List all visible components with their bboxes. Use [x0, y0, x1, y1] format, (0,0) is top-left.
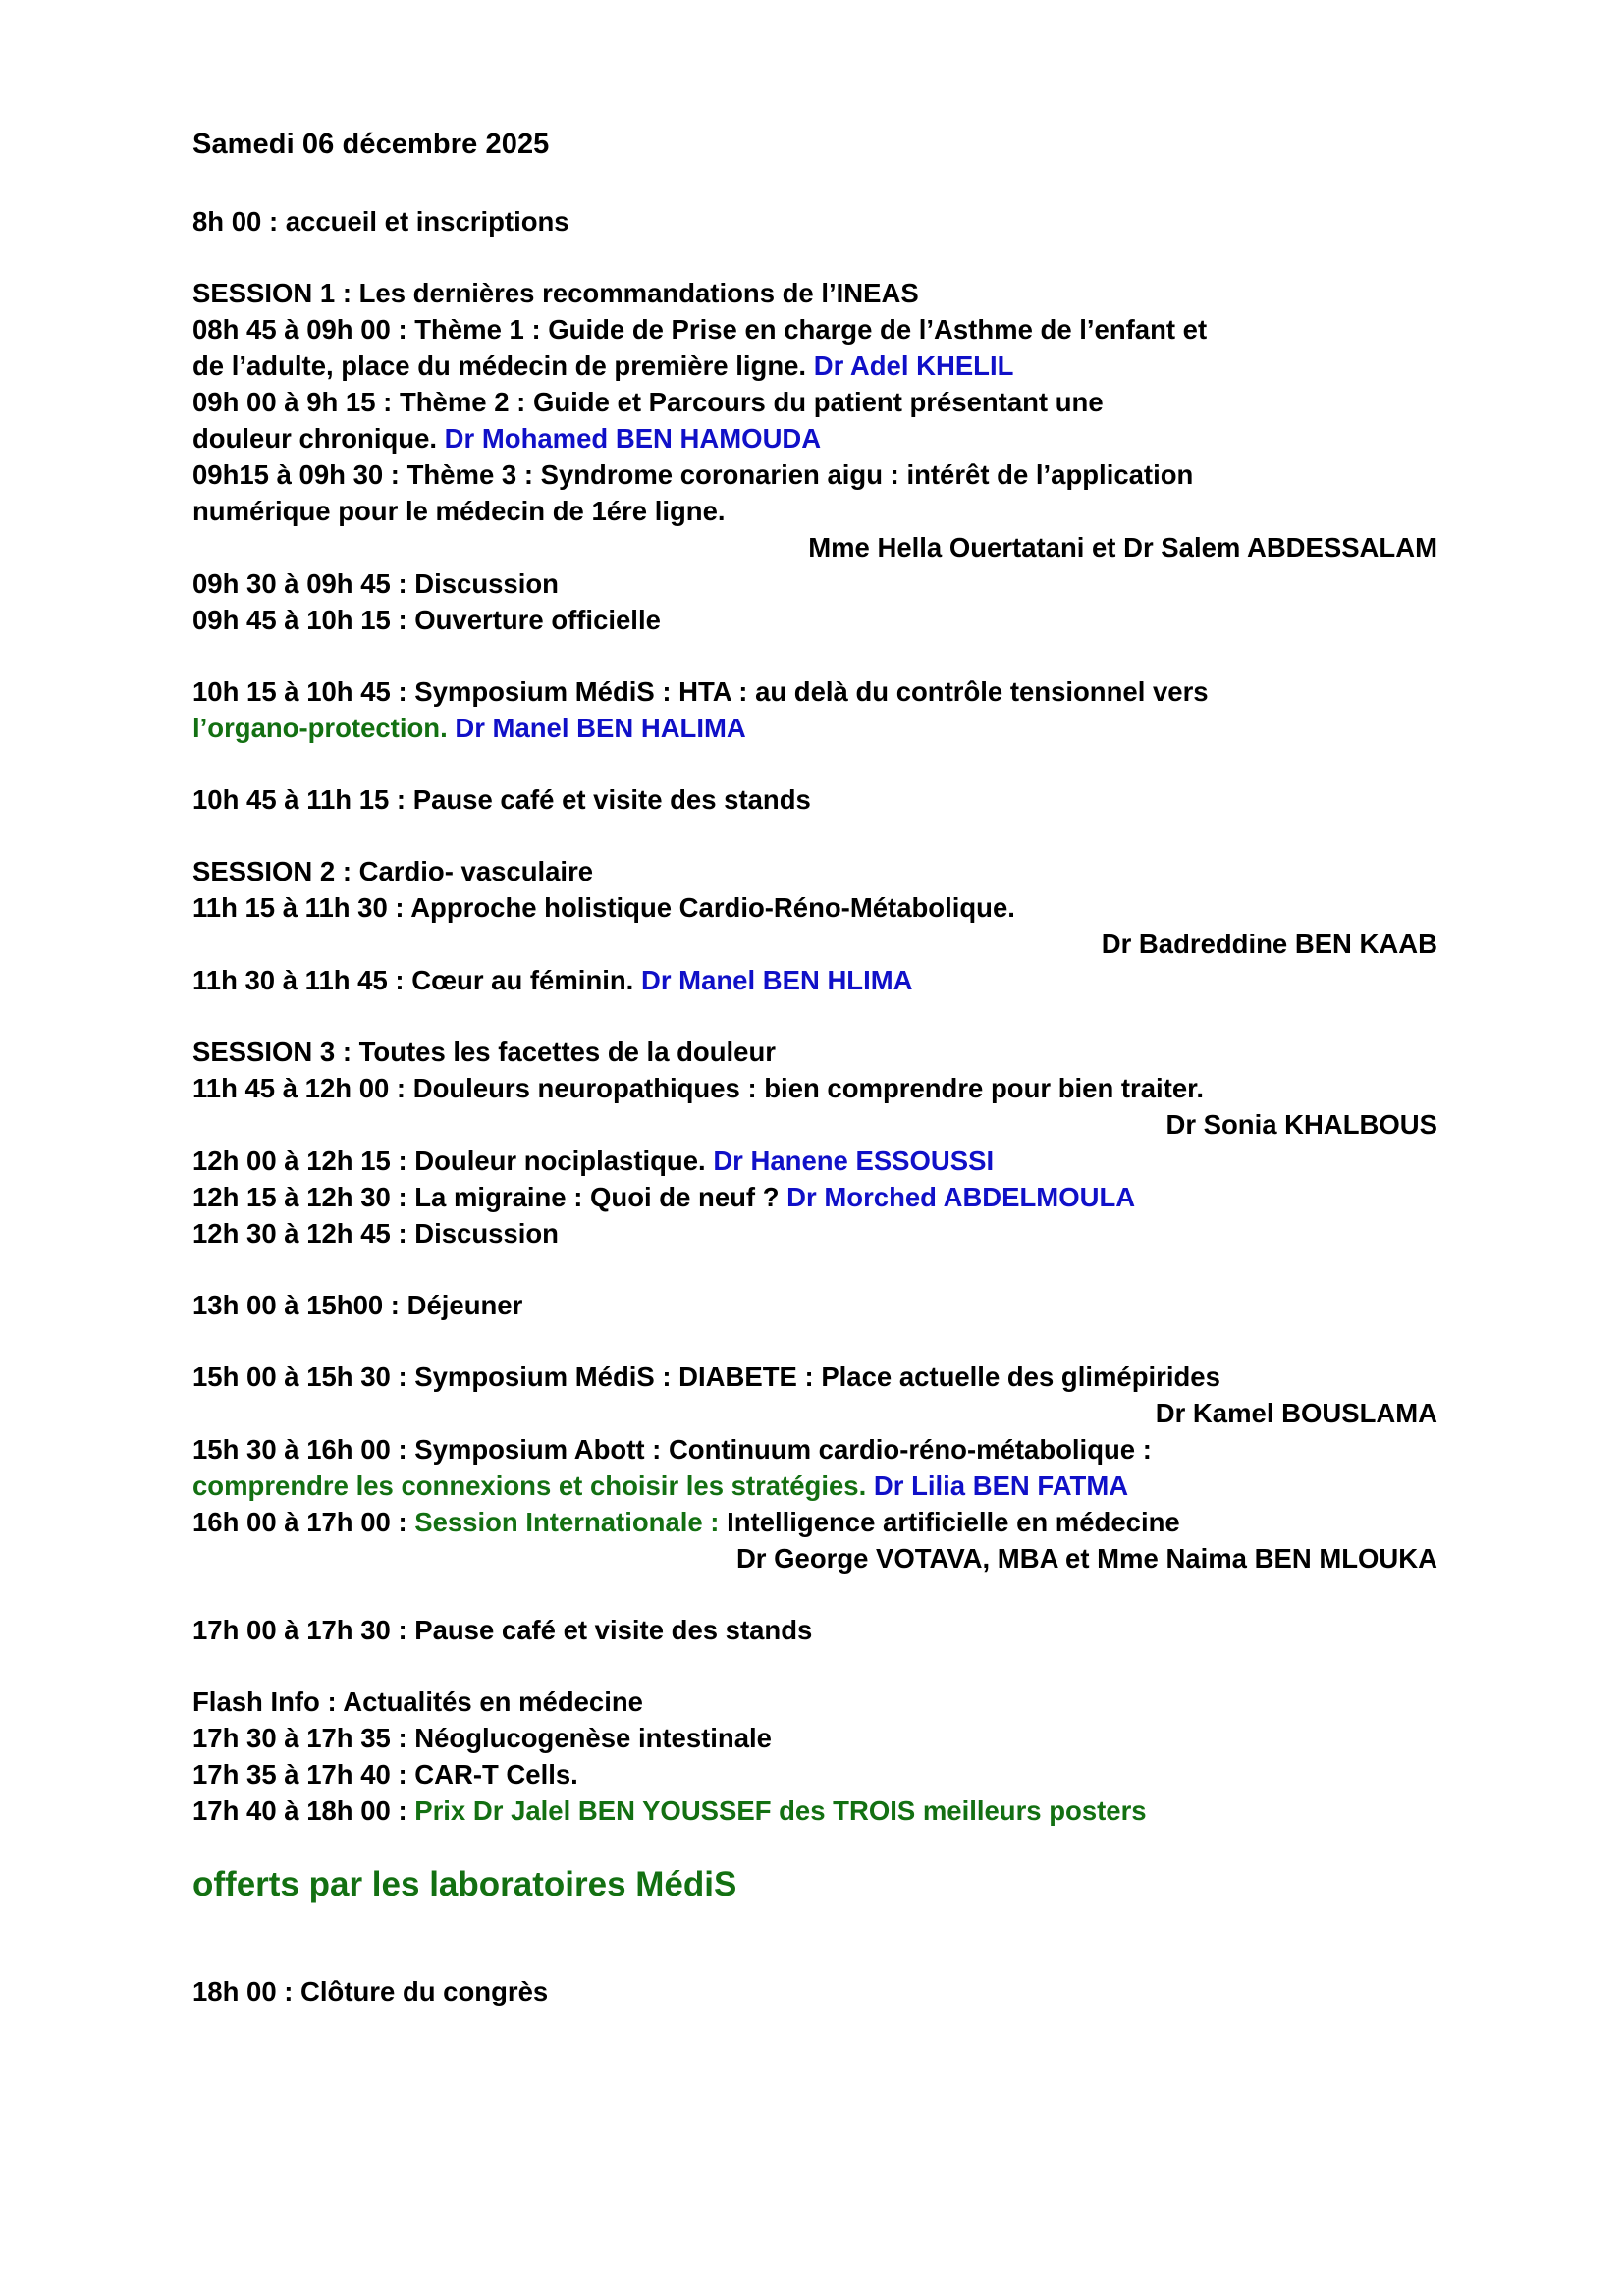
- prix-sponsor: offerts par les laboratoires MédiS: [192, 1864, 737, 1903]
- session-1-block: [192, 276, 1437, 639]
- session-internationale-topic: Intelligence artificielle en médecine: [727, 1506, 1180, 1537]
- prix-time: 17h 40 à 18h 00 :: [192, 1794, 415, 1826]
- session-3-item-1-speaker: Dr Sonia KHALBOUS: [1165, 1108, 1437, 1140]
- session-2-item-2-speaker: Dr Manel BEN HLIMA: [640, 965, 913, 995]
- cloture-line: 18h 00 : Clôture du congrès: [192, 1976, 549, 2006]
- session-3-item-1: 11h 45 à 12h 00 : Douleurs neuropathiques : bien comprendre pour bien traiter.: [192, 1072, 1204, 1103]
- session-1-theme-2-line-1: 09h 00 à 9h 15 : Thème 2 : Guide et Parcours du patient présentant une: [192, 387, 1104, 418]
- theme-2-speaker: Dr Mohamed BEN HAMOUDA: [444, 423, 822, 454]
- session-1-theme-3-line-2: numérique pour le médecin de 1ére ligne.: [192, 496, 726, 527]
- opening-line: 8h 00 : accueil et inscriptions: [192, 206, 569, 238]
- symposium-abott-line-1: 15h 30 à 16h 00 : Symposium Abott : Continuum cardio-réno-métabolique :: [192, 1433, 1152, 1465]
- session-3-item-2: [192, 1144, 1437, 1180]
- symposium-hta-line-1: 10h 15 à 10h 45 : Symposium MédiS : HTA : au delà du contrôle tensionnel vers: [192, 676, 1209, 708]
- theme-1-text: de l’adulte, place du médecin de première ligne.: [192, 350, 814, 382]
- session-2-item-2-text: 11h 30 à 11h 45 : Cœur au féminin.: [192, 965, 641, 995]
- symposium-hta-text: l’organo-protection.: [192, 713, 456, 744]
- symposium-hta-speaker: Dr Manel BEN HALIMA: [455, 713, 746, 744]
- session-2-header: SESSION 2 : Cardio- vasculaire: [192, 856, 594, 887]
- session-2-item-2: [192, 963, 1437, 999]
- spacer: [192, 171, 1437, 204]
- session-3-item-3-speaker: Dr Morched ABDELMOULA: [786, 1181, 1136, 1212]
- symposium-hta-line-2: [192, 711, 1437, 747]
- session-1-theme-3-speaker: Mme Hella Ouertatani et Dr Salem ABDESSALAM: [808, 532, 1437, 563]
- session-2-item-1: 11h 15 à 11h 30 : Approche holistique Cardio-Réno-Métabolique.: [192, 892, 1015, 924]
- session-3-block: [192, 1035, 1437, 1253]
- session-2-item-1-speaker: Dr Badreddine BEN KAAB: [1101, 929, 1437, 960]
- session-1-theme-1-line-1: 08h 45 à 09h 00 : Thème 1 : Guide de Prise en charge de l’Asthme de l’enfant et: [192, 314, 1208, 346]
- dejeuner-line: 13h 00 à 15h00 : Déjeuner: [192, 1289, 523, 1320]
- theme-1-speaker: Dr Adel KHELIL: [813, 350, 1014, 382]
- session-2-block: [192, 854, 1437, 999]
- symposium-diabete-block: [192, 1360, 1437, 1432]
- session-internationale-time: 16h 00 à 17h 00 :: [192, 1506, 415, 1537]
- symposium-diabete-speaker: Dr Kamel BOUSLAMA: [1155, 1397, 1437, 1428]
- spacer: [192, 1253, 1437, 1288]
- pause-cafe-soir: 17h 00 à 17h 30 : Pause café et visite des stands: [192, 1614, 813, 1645]
- flash-info-item-1: 17h 30 à 17h 35 : Néoglucogenèse intestinale: [192, 1722, 772, 1753]
- spacer: [192, 639, 1437, 674]
- session-1-theme-2-line-2: [192, 421, 1437, 457]
- ouverture-officielle: 09h 45 à 10h 15 : Ouverture officielle: [192, 605, 661, 636]
- symposium-abott-line-2: [192, 1468, 1437, 1505]
- session-3-discussion: 12h 30 à 12h 45 : Discussion: [192, 1217, 559, 1249]
- session-1-theme-3-line-1: 09h15 à 09h 30 : Thème 3 : Syndrome coronarien aigu : intérêt de l’application: [192, 459, 1194, 491]
- spacer: [192, 1939, 1437, 1974]
- session-3-item-2-text: 12h 00 à 12h 15 : Douleur nociplastique.: [192, 1145, 714, 1176]
- page-title: Samedi 06 décembre 2025: [192, 129, 550, 160]
- flash-info-header: Flash Info : Actualités en médecine: [192, 1685, 643, 1717]
- session-1-discussion: 09h 30 à 09h 45 : Discussion: [192, 568, 559, 600]
- spacer: [192, 1649, 1437, 1684]
- pause-cafe-matin: 10h 45 à 11h 15 : Pause café et visite des stands: [192, 784, 811, 816]
- session-internationale-label: Session Internationale :: [414, 1506, 728, 1537]
- symposium-abott-block: [192, 1432, 1437, 1505]
- prix-label: Prix Dr Jalel BEN YOUSSEF des TROIS meilleurs posters: [414, 1794, 1147, 1826]
- theme-2-text: douleur chronique.: [192, 423, 445, 454]
- symposium-hta-block: [192, 674, 1437, 747]
- session-3-item-3-text: 12h 15 à 12h 30 : La migraine : Quoi de neuf ?: [192, 1181, 787, 1212]
- flash-info-item-2: 17h 35 à 17h 40 : CAR-T Cells.: [192, 1758, 578, 1789]
- session-1-theme-1-line-2: [192, 348, 1437, 385]
- spacer: [192, 1577, 1437, 1613]
- session-1-header: SESSION 1 : Les dernières recommandations de l’INEAS: [192, 278, 919, 309]
- session-3-item-2-speaker: Dr Hanene ESSOUSSI: [713, 1145, 995, 1176]
- session-internationale-speakers: Dr George VOTAVA, MBA et Mme Naima BEN MLOUKA: [735, 1542, 1437, 1574]
- session-internationale-line: [192, 1505, 1437, 1541]
- session-3-header: SESSION 3 : Toutes les facettes de la douleur: [192, 1036, 776, 1067]
- symposium-abott-text: comprendre les connexions et choisir les stratégies.: [192, 1469, 874, 1501]
- session-3-item-3: [192, 1180, 1437, 1216]
- session-internationale-block: [192, 1505, 1437, 1577]
- symposium-abott-speaker: Dr Lilia BEN FATMA: [873, 1469, 1129, 1501]
- spacer: [192, 747, 1437, 782]
- spacer: [192, 819, 1437, 854]
- flash-info-item-3: [192, 1793, 1437, 1830]
- spacer: [192, 999, 1437, 1035]
- symposium-diabete-line-1: 15h 00 à 15h 30 : Symposium MédiS : DIABETE : Place actuelle des glimépirides: [192, 1361, 1220, 1392]
- spacer: [192, 240, 1437, 276]
- programme-body: [192, 126, 1437, 2010]
- spacer: [192, 1324, 1437, 1360]
- flash-info-block: [192, 1684, 1437, 1904]
